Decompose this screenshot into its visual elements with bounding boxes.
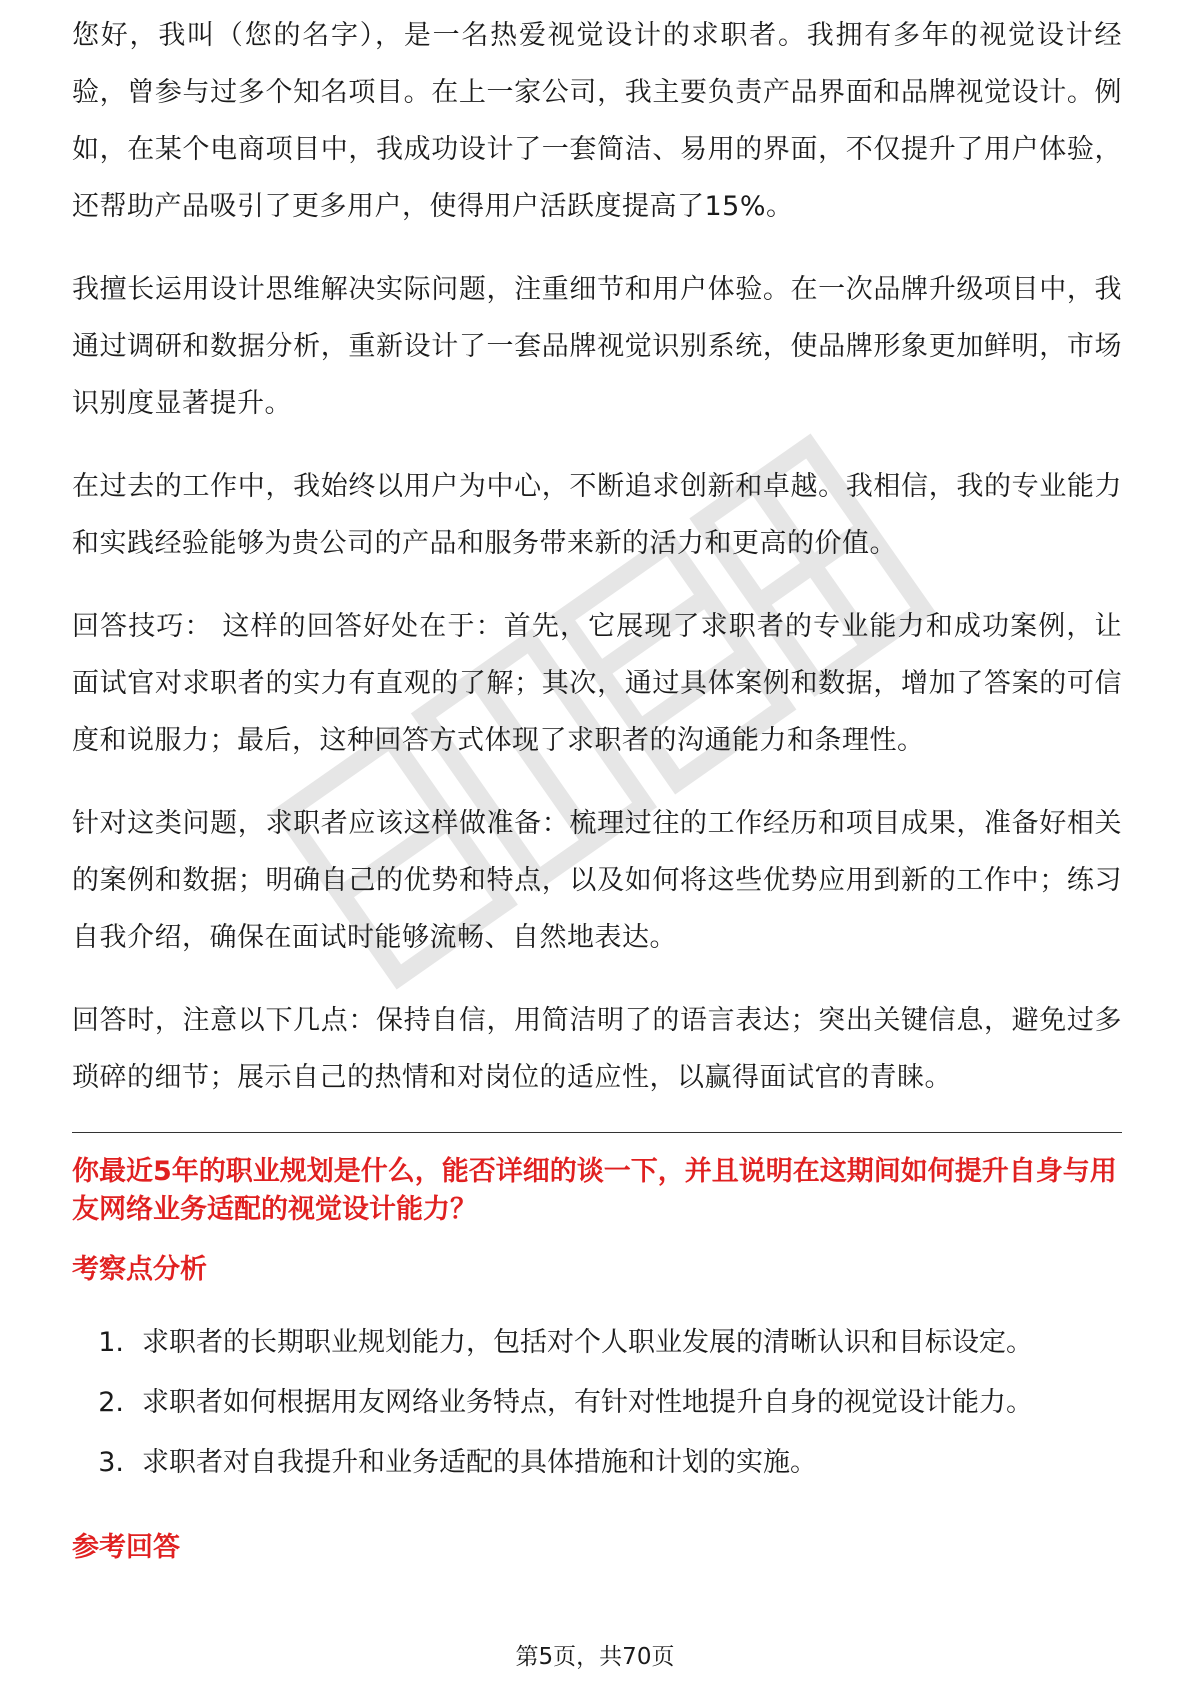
page-number-footer: 第5页，共70页 (515, 1644, 675, 1670)
section-divider (72, 1132, 1122, 1133)
interview-question: 你最近5年的职业规划是什么，能否详细的谈一下，并且说明在这期间如何提升自身与用友网络业务适配的视觉设计能力？ (72, 1156, 1117, 1225)
paragraph-design-thinking: 我擅长运用设计思维解决实际问题，注重细节和用户体验。在一次品牌升级项目中，我通过调研和数据分析，重新设计了一套品牌视觉识别系统，使品牌形象更加鲜明，市场识别度显著提升。 (72, 274, 1122, 419)
list-item (72, 1313, 1122, 1373)
list-item (72, 1433, 1122, 1493)
list-text: 求职者的长期职业规划能力，包括对个人职业发展的清晰认识和目标设定。 (142, 1327, 1033, 1358)
paragraph-self-intro: 您好，我叫（您的名字），是一名热爱视觉设计的求职者。我拥有多年的视觉设计经验，曾参与过多个知名项目。在上一家公司，我主要负责产品界面和品牌视觉设计。例如，在某个电商项目中，我成功设计了一套简洁、易用的界面，不仅提升了用户体验，还帮助产品吸引了更多用户，使得用户活跃度提高了15%。 (72, 20, 1122, 222)
paragraph-preparation: 针对这类问题，求职者应该这样做准备：梳理过往的工作经历和项目成果，准备好相关的案例和数据；明确自己的优势和特点，以及如何将这些优势应用到新的工作中；练习自我介绍，确保在面试时能够流畅、自然地表达。 (72, 808, 1122, 953)
document-body (72, 20, 1122, 1591)
list-number: 1. (98, 1327, 124, 1358)
analysis-heading: 考察点分析 (72, 1254, 207, 1285)
list-item (72, 1373, 1122, 1433)
reference-answer-heading: 参考回答 (72, 1532, 180, 1563)
analysis-list (72, 1313, 1122, 1493)
list-text: 求职者对自我提升和业务适配的具体措施和计划的实施。 (142, 1447, 817, 1478)
list-number: 3. (98, 1447, 124, 1478)
paragraph-answer-tips: 回答技巧： 这样的回答好处在于：首先，它展现了求职者的专业能力和成功案例，让面试官对求职者的实力有直观的了解；其次，通过具体案例和数据，增加了答案的可信度和说服力；最后，这种回答方式体现了求职者的沟通能力和条理性。 (72, 611, 1122, 756)
paragraph-attention-points: 回答时，注意以下几点：保持自信，用简洁明了的语言表达；突出关键信息，避免过多琐碎的细节；展示自己的热情和对岗位的适应性，以赢得面试官的青睐。 (72, 1005, 1122, 1093)
list-text: 求职者如何根据用友网络业务特点，有针对性地提升自身的视觉设计能力。 (142, 1387, 1033, 1418)
paragraph-user-centered: 在过去的工作中，我始终以用户为中心，不断追求创新和卓越。我相信，我的专业能力和实践经验能够为贵公司的产品和服务带来新的活力和更高的价值。 (72, 471, 1122, 559)
list-number: 2. (98, 1387, 124, 1418)
